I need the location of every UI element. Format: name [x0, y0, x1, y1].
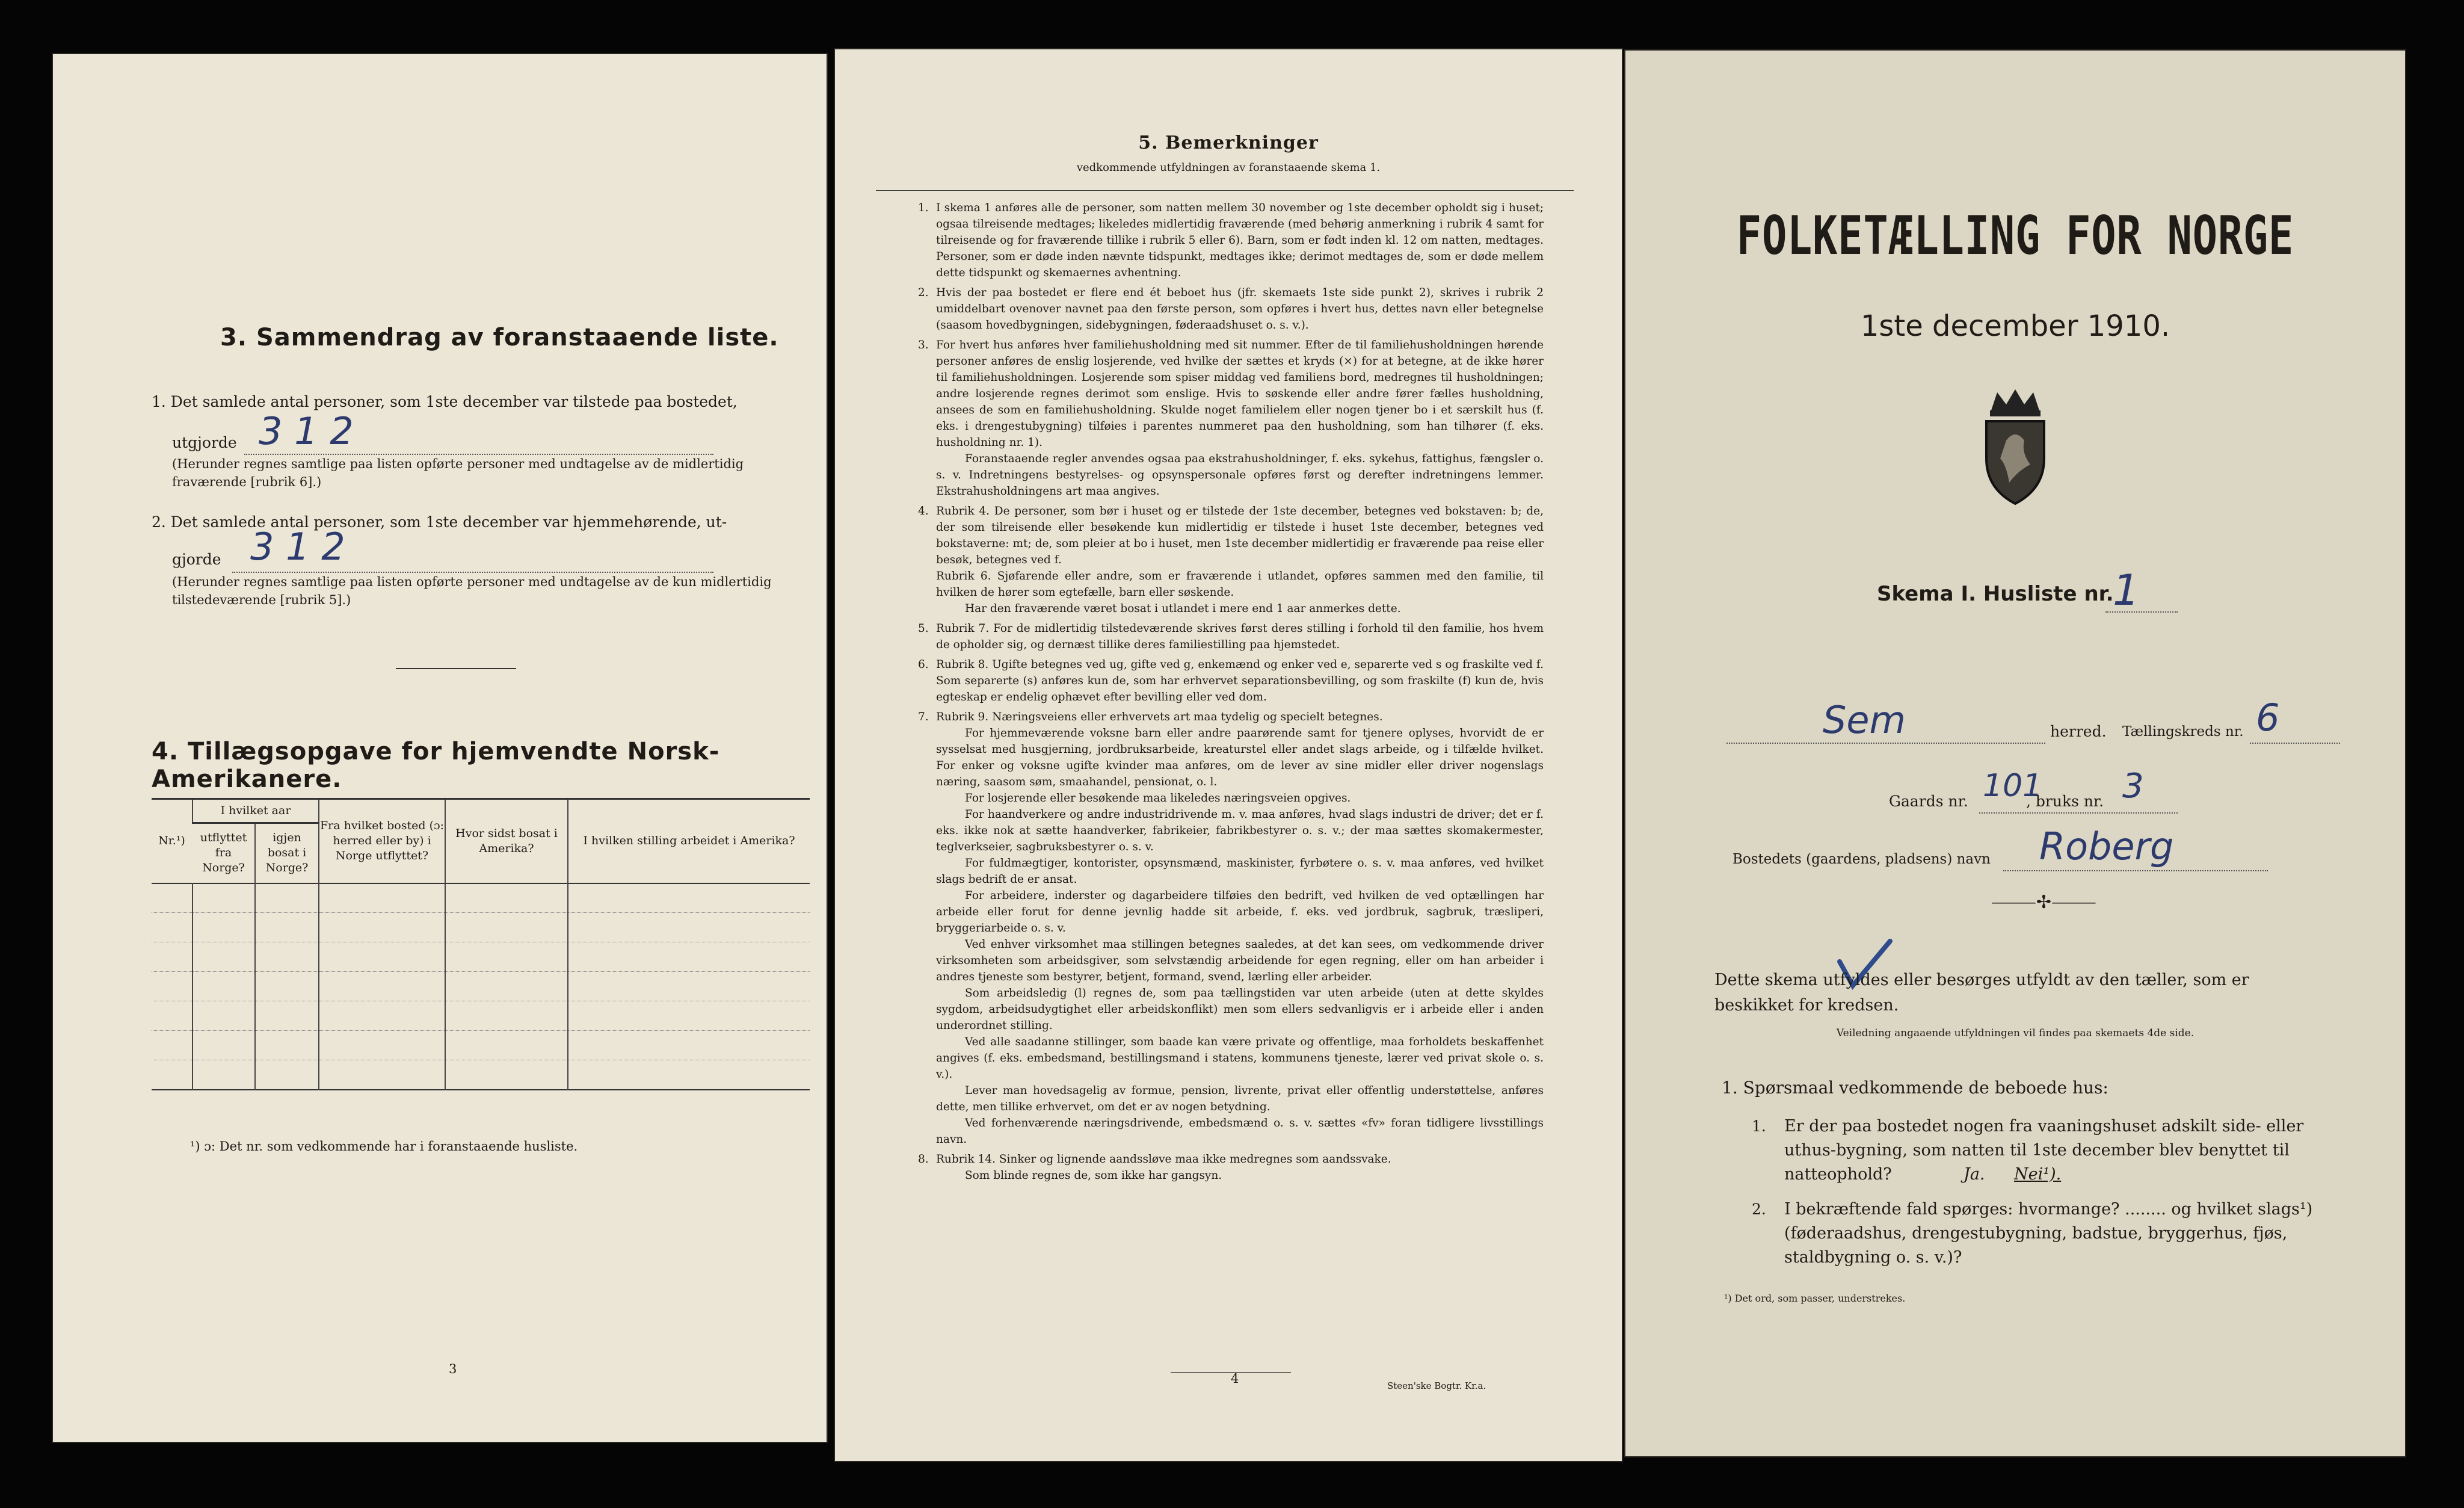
- instruction-text: Dette skema utfyldes eller besørges utfyldt av den tæller, som er beskikket for kredsen.: [1714, 971, 2249, 1015]
- col-utflyttet-header: utflyttet fra Norge?: [200, 831, 247, 875]
- item2-note: (Herunder regnes samtlige paa listen opførte personer med undtagelse av de kun midlertidig tilstedeværende [rubrik 5].): [172, 575, 772, 607]
- skema-label: Skema I. Husliste nr.: [1877, 582, 2114, 606]
- bosted-fill-line: [2003, 870, 2268, 871]
- remark-text: I skema 1 anføres alle de personer, som natten mellem 30 november og 1ste december opholdt sig i huset; ogsaa tilreisende medtages; likeledes midlertidig fraværende (med behørig anmerkning i rubrik 4 samt for tilreisende og for fraværende tillike i rubrik 5 eller 6). Barn, som er født inden kl. 12 om natten, medtages. Personer, som er døde inden nævnte tidspunkt, medtages ikke; derimot medtages de, som er døde mellem dette tidspunkt og skemaernes avhentning.: [936, 202, 1544, 279]
- item1-label: utgjorde: [172, 434, 237, 451]
- remark-text: Rubrik 8. Ugifte betegnes ved ug, gifte ved g, enkemænd og enker ved e, separerte ved s og fraskilte ved f. Som separerte (s) anføres kun de, som har erhvervet separationsbevilling, og som fraskilte (f) kun de, hvis egteskap er endelig ophævet efter bevilling eller ved dom.: [936, 658, 1544, 703]
- gaards-label: Gaards nr.: [1889, 793, 1968, 810]
- remark-text: Rubrik 6. Sjøfarende eller andre, som er fraværende i utlandet, opføres sammen med den familie, til hvilken de hører som egtefælle, barn eller søskende.: [936, 570, 1544, 599]
- remark-text: Lever man hovedsagelig av formue, pension, livrente, privat eller offentlig understøttelse, anføres dette, men tillike erhvervet, om det er av nogen betydning.: [936, 1084, 1544, 1113]
- remark-text: For hjemmeværende voksne barn eller andre paarørende samt for tjenere oplyses, hvorvidt de er sysselsat med husgjerning, jordbruksarbeide, kreaturstel eller andet slags arbeide, og i tilfælde hvilket. For enker og voksne ugifte kvinder maa anføres, om de lever av sine midler eller driver nogenslags næring, saasom søm, smaahandel, pensionat, o. l.: [936, 727, 1544, 788]
- table-row: [152, 1031, 810, 1060]
- remark-text: Har den fraværende været bosat i utlandet i mere end 1 aar anmerkes dette.: [965, 602, 1401, 615]
- item2-text: 2. Det samlede antal personer, som 1ste december var hjemmehørende, ut-: [152, 513, 727, 531]
- ornament-icon: ⸻✢⸻: [1991, 892, 2096, 913]
- remark-text: Rubrik 9. Næringsveiens eller erhvervets art maa tydelig og specielt betegnes.: [936, 711, 1383, 723]
- remark-text: For haandverkere og andre industridrivende m. v. maa anføres, hvad slags industri de driver; det er f. eks. ikke nok at sætte haandverker, fabrikeier, fabrikbestyrer o. s. v.; der maa sættes skomakermester, teglverkseier, sagbruksbestyrer o. s. v.: [936, 808, 1544, 853]
- remark-text: Som blinde regnes de, som ikke har gangsyn.: [965, 1169, 1222, 1182]
- table-footnote: ¹) ɔ: Det nr. som vedkommende har i foranstaaende husliste.: [190, 1139, 578, 1154]
- skema-fill-line: [2105, 611, 2178, 613]
- col-igjen-header: igjen bosat i Norge?: [255, 823, 319, 883]
- herred-value: Sem: [1823, 698, 1906, 742]
- bosted-label: Bostedets (gaardens, pladsens) navn: [1732, 851, 1991, 867]
- remark-text: For hvert hus anføres hver familiehusholdning med sit nummer. Efter de til familiehusholdningen hørende personer anføres de enslig losjerende, ved hvilke der sættes et kryds (×) for at betegne, at de ikke hører til familiehusholdningen. Losjerende som spiser middag ved familiens bord, medregnes til husholdningen; andre losjerende regnes derimot som enslige. Hvis to søskende eller andre fører fælles husholdning, ansees de som en familiehusholdning. Skulde noget familielem eller nogen tjener bo i et særskilt hus (f. eks. i drengestubygning) tilføies i parentes nummeret paa den husholdning, som han tilhører (f. eks. husholdning nr. 1).: [936, 339, 1544, 449]
- questions-heading: 1. Spørsmaal vedkommende de beboede hus:: [1722, 1078, 2108, 1098]
- bruks-value: 3: [2122, 767, 2144, 806]
- form-date: 1ste december 1910.: [1860, 309, 2170, 343]
- remarks-list: [918, 200, 1544, 1184]
- herred-label: herred.: [2050, 723, 2107, 740]
- q1-number: 1.: [1752, 1117, 1766, 1135]
- col-nr-header: Nr.¹): [158, 834, 185, 848]
- remark-number: 4.: [918, 505, 929, 518]
- page-number-3: 3: [449, 1362, 457, 1376]
- table-row: [152, 942, 810, 972]
- q2-text: I bekræftende fald spørges: hvormange? ........ og hvilket slags¹) (føderaadshus, drengestubygning, badstue, bryggerhus, fjøs, staldbygning o. s. v.)?: [1784, 1200, 2313, 1267]
- remark-number: 2.: [918, 286, 929, 299]
- remarks-subtitle: vedkommende utfyldningen av foranstaaende skema 1.: [1076, 161, 1381, 174]
- gaards-fill-line: [1979, 812, 2178, 814]
- remark-text: Ved enhver virksomhet maa stillingen betegnes saaledes, at det kan sees, om vedkommende driver virksomheten som arbeidsgiver, som selvstændig arbeidende for egen regning, eller om han arbeider i andres tjeneste som bestyrer, betjent, formand, svend, lærling eller arbeider.: [936, 938, 1544, 983]
- left-page: [52, 53, 828, 1443]
- remark-number: 8.: [918, 1153, 929, 1166]
- q1-answer-nei: Nei¹).: [2014, 1165, 2062, 1184]
- remark-text: Rubrik 7. For de midlertidig tilstedeværende skrives først deres stilling i forhold til den familie, hos hvem de opholder sig, og dernæst tillike deres familiestilling paa hjemstedet.: [936, 622, 1544, 651]
- remark-text: For fuldmægtiger, kontorister, opsynsmænd, maskinister, fyrbøtere o. s. v. maa anføres, ved hvilket slags bedrift de er ansat.: [936, 857, 1544, 886]
- form-title: FOLKETÆLLING FOR NORGE: [1736, 205, 2294, 267]
- table-row: [152, 1060, 810, 1090]
- remark-text: Hvis der paa bostedet er flere end ét beboet hus (jfr. skemaets 1ste side punkt 2), skrives i rubrik 2 umiddelbart ovenover navnet paa den første person, som opføres i hvert hus, dettes navn eller betegnelse (saasom hovedbygningen, sidebygningen, føderaadshuset o. s. v.).: [936, 286, 1544, 332]
- col-amerika-header: Hvor sidst bosat i Amerika?: [445, 799, 568, 883]
- remark-text: For losjerende eller besøkende maa likeledes næringsveien opgives.: [965, 792, 1351, 805]
- remarks-rule: [876, 190, 1574, 191]
- remark-number: 5.: [918, 622, 929, 635]
- col-bosted-header: Fra hvilket bosted (ɔ: herred eller by) i Norge utflyttet?: [319, 799, 445, 883]
- remark-number: 1.: [918, 202, 929, 214]
- right-footnote: ¹) Det ord, som passer, understrekes.: [1724, 1293, 1906, 1304]
- remark-text: Rubrik 14. Sinker og lignende aandssløve maa ikke medregnes som aandssvake.: [936, 1153, 1391, 1166]
- bosted-value: Roberg: [2039, 824, 2174, 868]
- table-row: [152, 972, 810, 1001]
- gaards-value: 101: [1983, 768, 2043, 804]
- item2-value: 3 1 2: [250, 525, 345, 569]
- remark-text: Som arbeidsledig (l) regnes de, som paa tællingstiden var uten arbeide (uten at dette skyldes sygdom, arbeidsudygtighet eller arbeidskonflikt) men som ellers sedvanligvis er i arbeide eller i anden underordnet stilling.: [936, 987, 1544, 1032]
- kreds-fill-line: [2250, 743, 2340, 744]
- col-stilling-header: I hvilken stilling arbeidet i Amerika?: [568, 799, 810, 883]
- item1-text: 1. Det samlede antal personer, som 1ste december var tilstede paa bostedet,: [152, 393, 738, 410]
- remark-text: For arbeidere, inderster og dagarbeidere tilføies den bedrift, ved hvilken de ved optællingen har arbeide eller forut for denne jevnlig hadde sit arbeide, f. eks. ved jordbruk, sagbruk, træsliperi, bryggeriarbeide o. s. v.: [936, 889, 1544, 935]
- q2-number: 2.: [1752, 1201, 1766, 1218]
- remark-text: Ved alle saadanne stillinger, som baade kan være private og offentlige, maa forholdets beskaffenhet angives (f. eks. embedsmand, bestillingsmand i statens, kommunens tjeneste, lærer ved privat skole o. s. v.).: [936, 1036, 1544, 1081]
- kreds-label: Tællingskreds nr.: [2122, 724, 2244, 740]
- remark-text: Ved forhenværende næringsdrivende, embedsmænd o. s. v. sættes «fv» foran tidligere livsstillings navn.: [936, 1117, 1544, 1146]
- table-row: [152, 1001, 810, 1031]
- section-divider: [396, 668, 516, 669]
- right-page: [1624, 49, 2406, 1457]
- bruks-label: , bruks nr.: [2026, 793, 2104, 810]
- item1-value: 3 1 2: [259, 409, 354, 453]
- coat-of-arms-icon: [1973, 386, 2057, 507]
- table-row: [152, 883, 810, 913]
- page-number-4: 4: [1231, 1371, 1239, 1386]
- remark-text: Foranstaaende regler anvendes ogsaa paa ekstrahusholdninger, f. eks. sykehus, fattighus, fængsler o. s. v. Indretningens bestyrelses- og opsynspersonale opføres først og derefter indretningens lemmer. Ekstrahusholdningens art maa angives.: [936, 453, 1544, 498]
- section3-title: 3. Sammendrag av foranstaaende liste.: [220, 324, 779, 351]
- printer-imprint: Steen'ske Bogtr. Kr.a.: [1387, 1380, 1486, 1391]
- skema-value: 1: [2113, 566, 2140, 615]
- instruction-note: Veiledning angaaende utfyldningen vil findes paa skemaets 4de side.: [1836, 1027, 2194, 1039]
- q1-answer-ja: Ja.: [1964, 1165, 1985, 1184]
- herred-fill-line: [1726, 743, 2045, 744]
- remark-number: 3.: [918, 339, 929, 351]
- remarks-title: 5. Bemerkninger: [1138, 132, 1319, 153]
- remark-number: 6.: [918, 658, 929, 671]
- q1-text: Er der paa bostedet nogen fra vaaningshuset adskilt side- eller uthus-bygning, som natten til 1ste december blev benyttet til natteophold?: [1784, 1117, 2304, 1184]
- table-row: [152, 913, 810, 942]
- middle-page: [834, 48, 1623, 1462]
- item2-label: gjorde: [172, 551, 221, 568]
- norsk-amerikanere-table: [152, 798, 810, 1090]
- remark-text: Rubrik 4. De personer, som bør i huset og er tilstede der 1ste december, betegnes ved bokstaven: b; de, der som tilreisende eller besøkende kun midlertidig er tilstede i huset 1ste december, betegnes ved bokstaverne: mt; de, som pleier at bo i huset, men 1ste december midlertidig er fraværende paa reise eller besøk, betegnes ved f.: [936, 505, 1544, 566]
- remark-number: 7.: [918, 711, 929, 723]
- section4-title: 4. Tillægsopgave for hjemvendte Norsk-Amerikanere.: [152, 738, 720, 793]
- col-group-header: I hvilket aar: [192, 799, 319, 823]
- kreds-value: 6: [2256, 696, 2280, 740]
- item1-note: (Herunder regnes samtlige paa listen opførte personer med undtagelse av de midlertidig fraværende [rubrik 6].): [172, 457, 744, 489]
